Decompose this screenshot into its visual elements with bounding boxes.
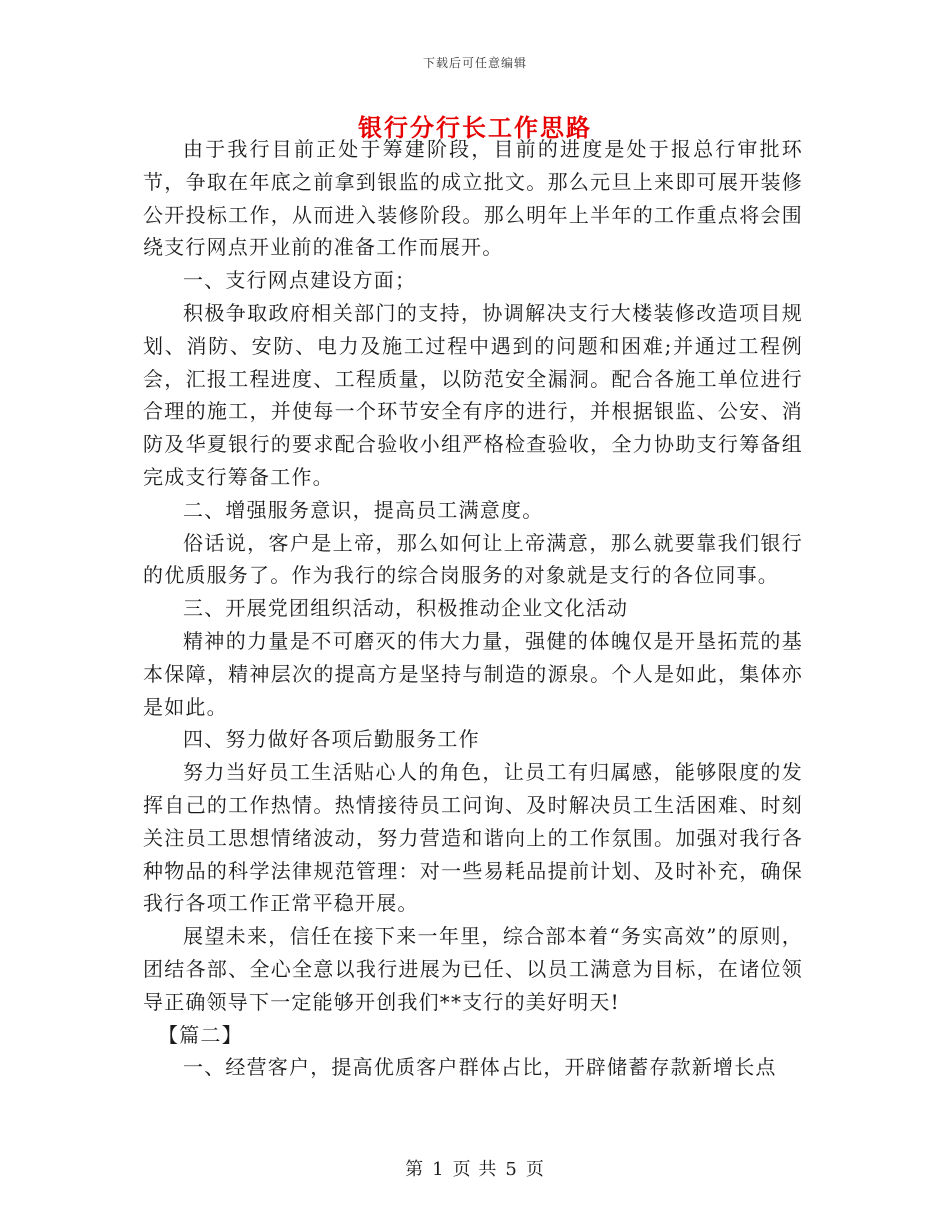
footer-prefix: 第 — [405, 1159, 425, 1180]
section-heading-1: 一、支行网点建设方面； — [183, 268, 417, 293]
footer-page-number: 1 — [432, 1159, 445, 1180]
paragraph-outlook: 展望未来，信任在接下来一年里，综合部本着“务实高效”的原则，团结各部、全心全意以我行进展为已任、以员工满意为目标，在诸位领导正确领导下一定能够开创我们**支行的美好明天! — [143, 924, 803, 1014]
paragraph-part-2-item-1: 一、经营客户，提高优质客户群体占比，开辟储蓄存款新增长点 — [183, 1055, 777, 1080]
footer-suffix: 页 — [525, 1159, 545, 1180]
paragraph-section-1: 积极争取政府相关部门的支持，协调解决支行大楼装修改造项目规划、消防、安防、电力及施工过程中遇到的问题和困难;并通过工程例会，汇报工程进度、工程质量，以防范安全漏洞。配合各施工单位进行合理的施工，并使每一个环节安全有序的进行，并根据银监、公安、消防及华夏银行的要求配合验收小组严格检查验收，全力协助支行筹备组完成支行筹备工作。 — [143, 300, 803, 489]
page-footer — [0, 1155, 950, 1181]
footer-total-pages: 5 — [505, 1159, 518, 1180]
section-heading-2: 二、增强服务意识，提高员工满意度。 — [183, 497, 544, 522]
section-heading-4: 四、努力做好各项后勤服务工作 — [183, 727, 480, 752]
page-header-note: 下载后可任意编辑 — [422, 56, 527, 70]
document-title: 银行分行长工作思路 — [358, 113, 592, 142]
paragraph-intro: 由于我行目前正处于筹建阶段，目前的进度是处于报总行审批环节，争取在年底之前拿到银监的成立批文。那么元旦上来即可展开装修公开投标工作，从而进入装修阶段。那么明年上半年的工作重点将会围绕支行网点开业前的准备工作而展开。 — [143, 137, 803, 260]
document-body — [143, 133, 803, 1084]
part-heading-2: 【篇二】 — [158, 1022, 243, 1047]
footer-mid: 页 共 — [452, 1159, 498, 1180]
paragraph-section-2: 俗话说，客户是上帝，那么如何让上帝满意，那么就要靠我们银行的优质服务了。作为我行的综合岗服务的对象就是支行的各位同事。 — [143, 530, 803, 588]
paragraph-section-3: 精神的力量是不可磨灭的伟大力量，强健的体魄仅是开垦拓荒的基本保障，精神层次的提高方是坚持与制造的源泉。个人是如此，集体亦是如此。 — [143, 628, 803, 719]
paragraph-section-4: 努力当好员工生活贴心人的角色，让员工有归属感，能够限度的发挥自己的工作热情。热情接待员工问询、及时解决员工生活困难、时刻关注员工思想情绪波动，努力营造和谐向上的工作氛围。加强对我行各种物品的科学法律规范管理：对一些易耗品提前计划、及时补充，确保我行各项工作正常平稳开展。 — [143, 760, 803, 916]
section-heading-3: 三、开展党团组织活动，积极推动企业文化活动 — [183, 596, 629, 621]
